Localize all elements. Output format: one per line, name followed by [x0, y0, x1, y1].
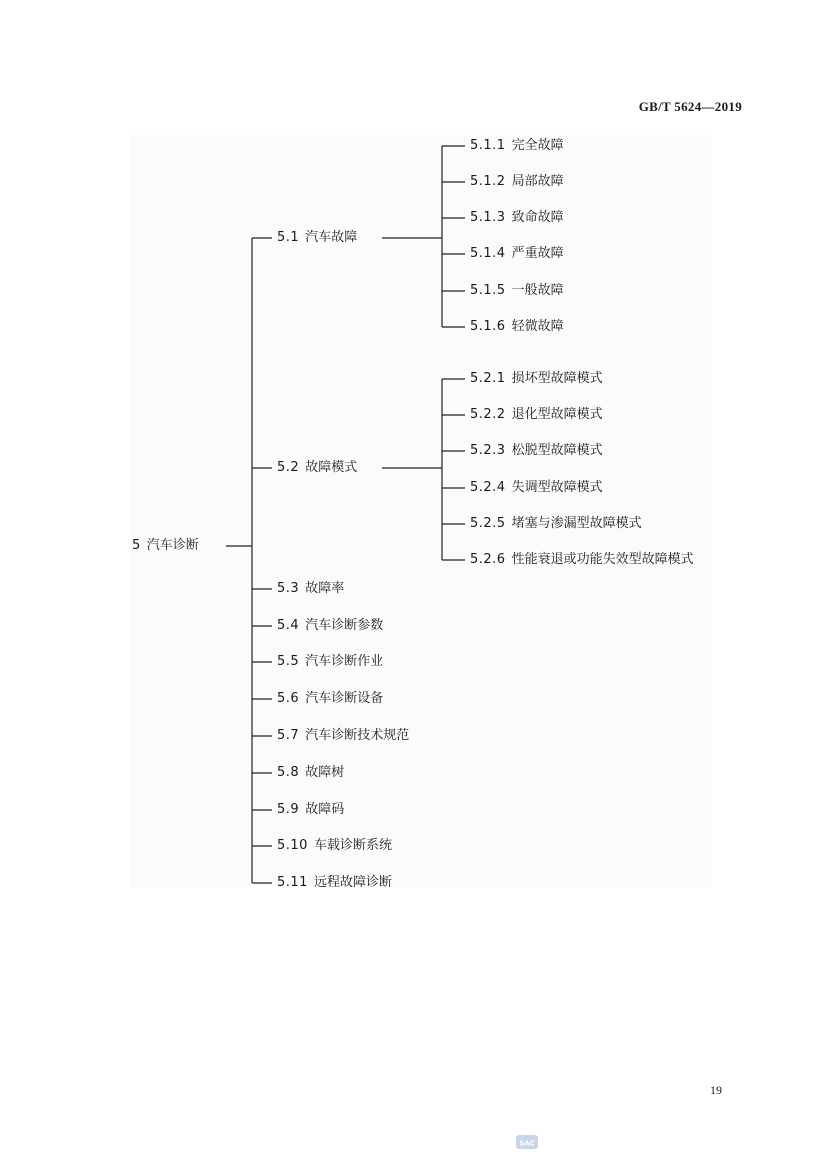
node-number: 5 [132, 538, 141, 553]
tree-node-5-2 [277, 460, 357, 476]
tree-node-root [132, 538, 199, 554]
node-number: 5.3 [277, 581, 300, 596]
document-code: GB/T 5624—2019 [638, 99, 742, 114]
node-label: 故障模式 [305, 460, 358, 475]
node-number: 5.2.6 [470, 552, 506, 567]
node-number: 5.1.1 [470, 138, 506, 153]
node-label: 局部故障 [511, 174, 564, 189]
node-label: 故障率 [305, 581, 345, 596]
node-number: 5.7 [277, 728, 300, 743]
tree-node-5-1-5 [470, 283, 564, 299]
tree-node-5-3 [277, 581, 344, 597]
node-number: 5.2.5 [470, 516, 506, 531]
node-number: 5.4 [277, 618, 300, 633]
node-number: 5.10 [277, 838, 308, 853]
tree-node-5-2-3 [470, 443, 603, 459]
node-number: 5.5 [277, 654, 300, 669]
tree-node-5-2-1 [470, 371, 603, 387]
node-label: 汽车诊断技术规范 [305, 728, 410, 743]
node-number: 5.2.3 [470, 443, 506, 458]
node-label: 汽车故障 [305, 230, 358, 245]
node-label: 轻微故障 [511, 319, 564, 334]
node-label: 汽车诊断参数 [305, 618, 384, 633]
tree-node-5-7 [277, 728, 409, 744]
tree-node-5-2-4 [470, 480, 603, 496]
node-label: 严重故障 [511, 246, 564, 261]
node-number: 5.8 [277, 765, 300, 780]
node-number: 5.1.5 [470, 283, 506, 298]
node-label: 故障树 [305, 765, 345, 780]
tree-node-5-1-1 [470, 138, 564, 154]
node-label: 车载诊断系统 [313, 838, 392, 853]
node-number: 5.9 [277, 802, 300, 817]
tree-node-5-9 [277, 802, 344, 818]
node-label: 松脱型故障模式 [511, 443, 603, 458]
node-label: 汽车诊断作业 [305, 654, 384, 669]
node-label: 完全故障 [511, 138, 564, 153]
page-number: 19 [710, 1083, 722, 1097]
node-label: 远程故障诊断 [313, 875, 392, 890]
node-number: 5.1.3 [470, 210, 506, 225]
node-number: 5.11 [277, 875, 308, 890]
node-number: 5.6 [277, 691, 300, 706]
tree-node-5-5 [277, 654, 383, 670]
node-label: 故障码 [305, 802, 345, 817]
node-label: 性能衰退或功能失效型故障模式 [511, 552, 694, 567]
tree-node-5-1-4 [470, 246, 564, 262]
tree-node-5-8 [277, 765, 344, 781]
tree-node-5-11 [277, 875, 392, 891]
tree-node-5-1-6 [470, 319, 564, 335]
node-number: 5.1 [277, 230, 300, 245]
tree-node-5-1-3 [470, 210, 564, 226]
tree-node-5-2-6 [470, 552, 694, 568]
tree-node-5-10 [277, 838, 392, 854]
node-label: 损坏型故障模式 [511, 371, 603, 386]
tree-node-5-2-5 [470, 516, 642, 532]
node-number: 5.2 [277, 460, 300, 475]
node-label: 致命故障 [511, 210, 564, 225]
node-number: 5.2.4 [470, 480, 506, 495]
node-number: 5.1.6 [470, 319, 506, 334]
node-label: 汽车诊断 [146, 538, 199, 553]
svg-text:SAC: SAC [519, 1139, 535, 1148]
node-label: 汽车诊断设备 [305, 691, 384, 706]
node-number: 5.2.2 [470, 407, 506, 422]
tree-node-5-4 [277, 618, 383, 634]
tree-node-5-1 [277, 230, 357, 246]
tree-node-5-6 [277, 691, 383, 707]
node-label: 退化型故障模式 [511, 407, 603, 422]
sac-logo-icon [515, 1133, 539, 1151]
node-label: 失调型故障模式 [511, 480, 603, 495]
node-number: 5.1.2 [470, 174, 506, 189]
node-number: 5.2.1 [470, 371, 506, 386]
tree-node-5-1-2 [470, 174, 564, 190]
node-label: 一般故障 [511, 283, 564, 298]
tree-node-5-2-2 [470, 407, 603, 423]
node-number: 5.1.4 [470, 246, 506, 261]
node-label: 堵塞与渗漏型故障模式 [511, 516, 642, 531]
